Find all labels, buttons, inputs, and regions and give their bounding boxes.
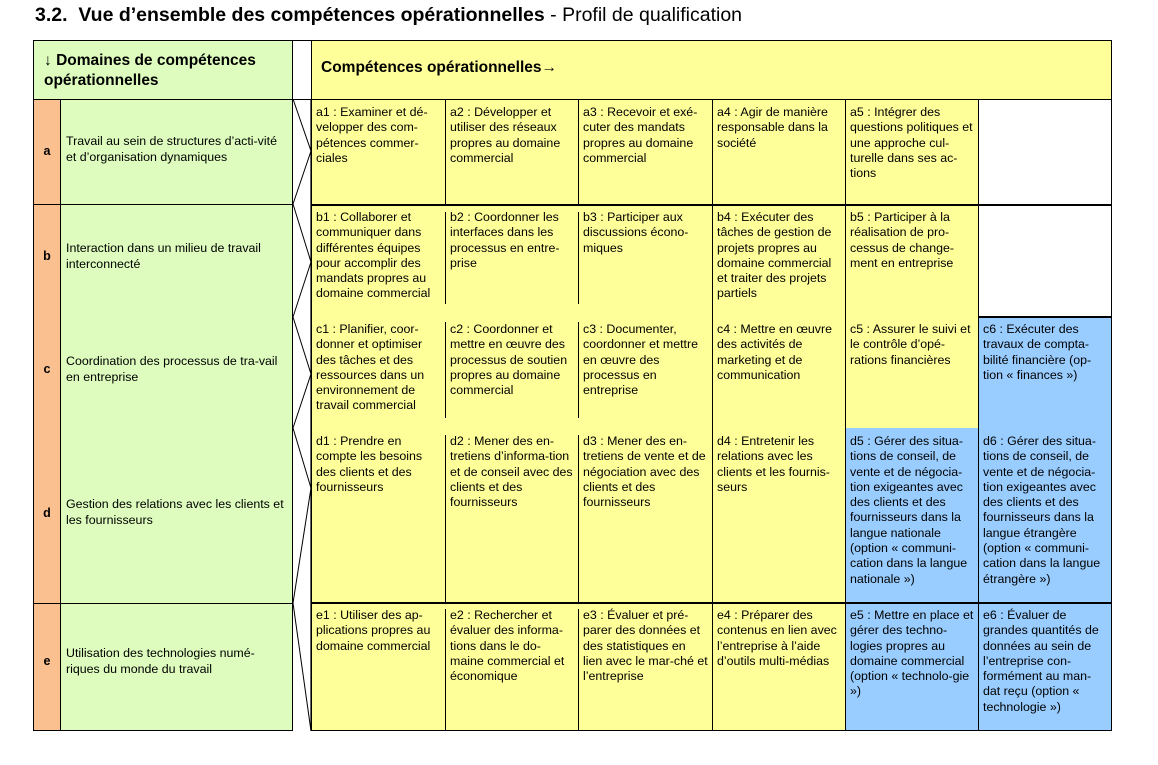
section-title: Vue d’ensemble des compétences opérationnelles <box>78 4 545 26</box>
competence-c5 <box>845 318 978 428</box>
competence-c1 <box>311 318 445 428</box>
competence-b3 <box>578 206 712 316</box>
connector-chevrons <box>292 99 312 731</box>
competence-text: d4 : Entretenir les relations avec les clients et les fournis-seurs <box>717 434 830 494</box>
competence-a1 <box>311 101 445 203</box>
competence-e6 <box>978 604 1111 730</box>
competence-text: e5 : Mettre en place et gérer des techno-logies propres au domaine commercial (option « technolo-gie ») <box>850 608 974 699</box>
competence-a4 <box>712 101 845 203</box>
competence-text: e2 : Rechercher et évaluer des informa-tions dans le do-maine commercial et économique <box>450 608 565 684</box>
competence-text: c5 : Assurer le suivi et le contrôle d’opé-rations financières <box>850 322 971 367</box>
competence-e4 <box>712 604 845 730</box>
competence-d6 <box>978 430 1111 602</box>
arrow-down-icon: ↓ <box>44 52 52 69</box>
domain-block-bcd <box>60 204 293 604</box>
domain-label-b: Interaction dans un milieu de travail interconnecté <box>66 241 261 271</box>
domain-cell-e <box>60 603 293 731</box>
competence-text: d3 : Mener des en-tretiens de vente et de négociation avec des clients et des fournisseurs <box>583 434 706 510</box>
domain-letter-block-bcd <box>33 204 61 604</box>
competence-text: b1 : Collaborer et communiquer dans différentes équipes pour accomplir des mandats propres au domaine commercial <box>316 210 431 301</box>
chevron-connector-b <box>293 204 311 317</box>
competence-b4 <box>712 206 845 316</box>
competences-header-label: Compétences opérationnelles <box>321 59 542 76</box>
competence-text: c4 : Mettre en œuvre des activités de marketing et de communication <box>717 322 832 382</box>
competence-text: a3 : Recevoir et exé-cuter des mandats propres au domaine commercial <box>583 105 698 165</box>
competence-b5 <box>845 206 978 316</box>
arrow-right-icon: → <box>541 59 558 76</box>
competence-c3 <box>578 318 712 428</box>
domain-label-c: Coordination des processus de tra-vail en entreprise <box>66 354 278 384</box>
competence-b2 <box>445 206 578 316</box>
competence-d4 <box>712 430 845 602</box>
title-separator: - <box>544 4 563 26</box>
competence-text: e3 : Évaluer et pré-parer des données et des statistiques en lien avec le mar-ché et l’entreprise <box>583 608 708 684</box>
competence-text: b4 : Exécuter des tâches de gestion de projets propres au domaine commercial et traiter des projets partiels <box>717 210 832 301</box>
competence-text: e6 : Évaluer de grandes quantités de données au sein de l’entreprise con-formément au man-dat reçu (option « technologie ») <box>983 608 1099 714</box>
chevron-connector-d <box>293 428 311 603</box>
competence-text: c6 : Exécuter des travaux de compta-bilité financière (op-tion « finances ») <box>983 322 1092 382</box>
competence-text: b2 : Coordonner les interfaces dans les processus en entre-prise <box>450 210 560 270</box>
domain-letter-d: d <box>43 506 51 520</box>
competence-text: c3 : Documenter, coordonner et mettre en œuvre des processus en entreprise <box>583 322 699 398</box>
competence-d2 <box>445 430 578 602</box>
domain-letter-c: c <box>43 362 51 376</box>
competence-e5 <box>845 604 978 730</box>
section-number: 3.2. <box>35 4 68 26</box>
competence-text: c2 : Coordonner et mettre en œuvre des processus de soutien propres au domaine commercial <box>450 322 568 398</box>
domain-letter-b: b <box>43 249 51 263</box>
domain-letter-cell-e <box>33 603 61 731</box>
domains-header <box>33 40 293 100</box>
section-subtitle: Profil de qualification <box>562 4 743 26</box>
domain-label-a: Travail au sein de structures d’acti-vité et d’organisation dynamiques <box>66 134 277 164</box>
domains-header-label: Domaines de compétences opérationnelles <box>44 52 256 89</box>
competence-text: e4 : Préparer des contenus en lien avec l’entreprise à l’aide d’outils multi-médias <box>717 608 837 668</box>
competence-a5 <box>845 101 978 203</box>
competence-text: d1 : Prendre en compte les besoins des clients et des fournisseurs <box>316 434 423 494</box>
competence-text: b5 : Participer à la réalisation de pro-cessus de change-ment en entreprise <box>850 210 955 270</box>
competence-a2 <box>445 101 578 203</box>
competence-c2 <box>445 318 578 428</box>
page-title <box>35 4 742 27</box>
chevron-connector-e <box>293 603 311 731</box>
competence-e2 <box>445 604 578 730</box>
competences-header <box>311 40 1112 100</box>
competence-text: a2 : Développer et utiliser des réseaux propres au domaine commercial <box>450 105 561 165</box>
chevron-connector-c <box>293 317 311 428</box>
competence-b1 <box>311 206 445 316</box>
competence-text: d5 : Gérer des situa-tions de conseil, de vente et de négocia-tion exigeantes avec des clients et des fournisseurs dans la langue nationale (option « communi-cation dans la langue nationale ») <box>850 434 968 586</box>
domain-cell-a <box>60 99 293 205</box>
domain-letter-e: e <box>43 654 51 668</box>
competence-d3 <box>578 430 712 602</box>
connector-header-spacer <box>292 40 312 100</box>
competence-a3 <box>578 101 712 203</box>
domain-letter-cell-a <box>33 99 61 205</box>
empty-cell-a6-b6 <box>978 100 1111 317</box>
competence-text: d2 : Mener des en-tretiens d’informa-tion et de conseil avec des clients et des fournisseurs <box>450 434 573 510</box>
competence-c6 <box>978 318 1111 428</box>
competence-text: d6 : Gérer des situa-tions de conseil, de vente et de négocia-tion exigeantes avec des clients et des fournisseurs dans la langue étrangère (option « communi-cation dans la langue étrangère ») <box>983 434 1101 586</box>
domain-letter-a: a <box>43 144 51 158</box>
competence-text: e1 : Utiliser des ap-plications propres au domaine commercial <box>316 608 431 653</box>
competence-text: a5 : Intégrer des questions politiques et une approche cul-turelle dans ses ac-tions <box>850 105 973 181</box>
chevron-connector-a <box>293 99 311 204</box>
competence-text: a1 : Examiner et dé-velopper des com-pétences commer-ciales <box>316 105 428 165</box>
competence-text: a4 : Agir de manière responsable dans la société <box>717 105 828 150</box>
competence-d5 <box>845 430 978 602</box>
competence-text: c1 : Planifier, coor-donner et optimiser des tâches et des ressources dans un environnement de travail commercial <box>316 322 425 413</box>
domain-label-d: Gestion des relations avec les clients et les fournisseurs <box>66 497 284 527</box>
domain-label-e: Utilisation des technologies numé-riques du monde du travail <box>66 646 255 676</box>
competence-d1 <box>311 430 445 602</box>
competence-e1 <box>311 604 445 730</box>
competence-e3 <box>578 604 712 730</box>
competence-text: b3 : Participer aux discussions écono-miques <box>583 210 689 255</box>
competence-c4 <box>712 318 845 428</box>
